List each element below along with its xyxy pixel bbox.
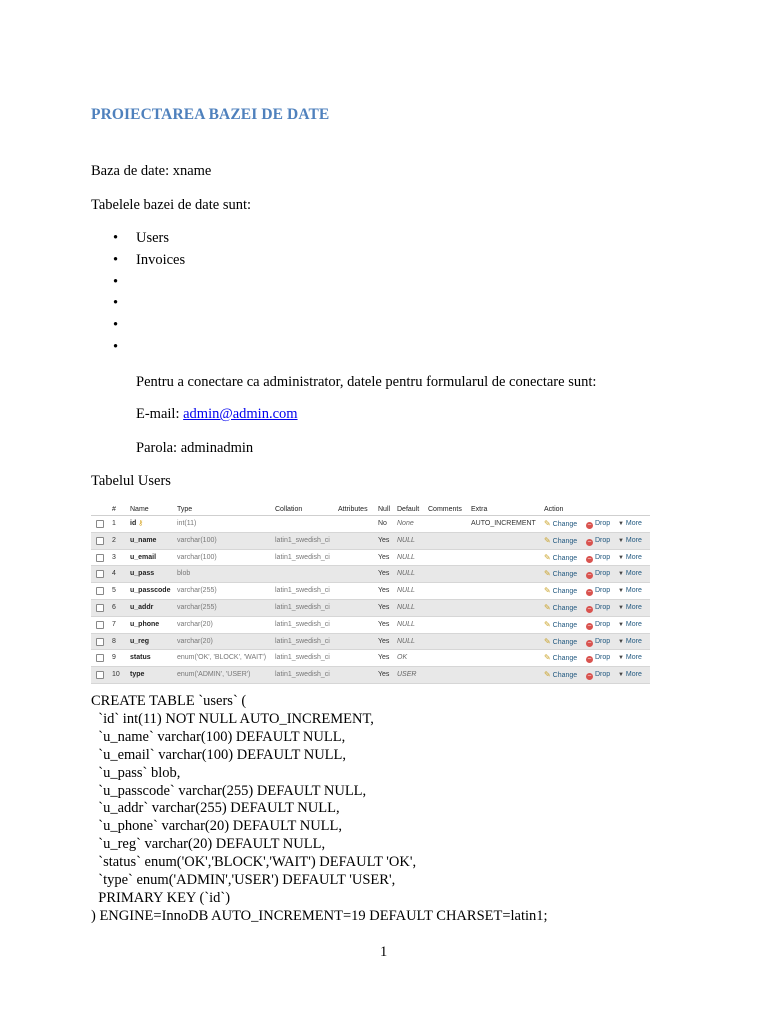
chevron-down-icon: ▼ [618,638,624,645]
row-checkbox[interactable] [96,554,104,562]
bullet-icon: • [113,295,119,312]
column-collation: latin1_swedish_ci [275,553,330,561]
primary-key-icon: ⚷ [136,520,144,527]
pencil-icon: ✎ [544,569,551,579]
column-name: u_addr [130,603,154,611]
more-button[interactable]: ▼ More [618,654,642,662]
column-collation: latin1_swedish_ci [275,654,330,662]
row-checkbox[interactable] [96,621,104,629]
header-default[interactable]: Default [397,506,420,513]
chevron-down-icon: ▼ [618,571,624,578]
drop-icon: – [587,589,592,596]
chevron-down-icon: ▼ [618,604,624,611]
page-number: 1 [380,944,388,960]
drop-icon: – [587,656,592,663]
chevron-down-icon: ▼ [618,554,624,561]
page-title: PROIECTAREA BAZEI DE DATE [91,106,330,123]
column-name: u_pass [130,570,155,578]
database-name-line: Baza de date: xname [91,163,212,179]
more-button[interactable]: ▼ More [618,536,642,544]
sql-create-table [91,693,548,926]
email-label: E-mail: [136,406,180,422]
table-title: Tabelul Users [91,473,171,489]
bullet-icon: • [113,317,119,334]
change-button[interactable]: ✎ Change [544,552,578,562]
pencil-icon: ✎ [544,519,551,528]
column-num: 10 [112,671,120,679]
column-num: 4 [112,570,116,578]
column-null: Yes [378,637,390,645]
change-button[interactable]: ✎ Change [544,670,578,680]
chevron-down-icon: ▼ [618,521,624,527]
drop-icon: – [587,605,592,612]
column-collation: latin1_swedish_ci [275,620,330,628]
pencil-icon: ✎ [544,535,551,545]
header-null[interactable]: Null [378,506,391,513]
more-button[interactable]: ▼ More [618,570,642,578]
table-header-row [91,505,650,516]
column-type: blob [177,570,191,578]
column-collation: latin1_swedish_ci [275,671,330,679]
row-checkbox[interactable] [96,654,104,662]
column-num: 6 [112,603,116,611]
sql-line: `u_email` varchar(100) DEFAULT NULL, [91,746,347,763]
sql-line: CREATE TABLE `users` ( [91,693,247,709]
pencil-icon: ✎ [544,636,551,646]
column-type: int(11) [177,520,197,527]
column-name: u_reg [130,637,150,645]
column-name: id ⚷ [130,520,144,527]
change-button[interactable]: ✎ Change [544,636,578,646]
column-name: u_email [130,553,157,561]
email-link[interactable]: admin@admin.com [183,406,298,422]
drop-icon: – [587,522,592,528]
header-type[interactable]: Type [177,506,193,513]
column-null: Yes [378,536,390,544]
bullet-icon: • [113,338,119,355]
pencil-icon: ✎ [544,653,551,663]
change-button[interactable]: ✎ Change [544,535,578,545]
pencil-icon: ✎ [544,619,551,629]
column-num: 7 [112,620,116,628]
column-default: NULL [397,536,415,544]
column-num: 3 [112,553,116,561]
column-default: NULL [397,603,415,611]
change-button[interactable]: ✎ Change [544,586,578,596]
column-null: Yes [378,553,390,561]
tables-intro: Tabelele bazei de date sunt: [91,197,252,213]
column-type: varchar(20) [177,637,213,645]
column-null: Yes [378,603,390,611]
pencil-icon: ✎ [544,670,551,680]
drop-button[interactable]: – Drop [587,520,611,528]
column-num: 1 [112,520,116,527]
column-name: type [130,671,145,679]
row-checkbox[interactable] [96,520,104,528]
column-type: varchar(100) [177,536,217,544]
column-null: Yes [378,570,390,578]
header-action: Action [544,506,564,513]
column-collation: latin1_swedish_ci [275,587,330,595]
column-default: NULL [397,637,415,645]
column-type: enum('OK', 'BLOCK', 'WAIT') [177,654,267,662]
more-button[interactable]: ▼ More [618,520,642,527]
drop-button[interactable]: – Drop [587,637,611,646]
drop-icon: – [587,538,592,545]
header-comments[interactable]: Comments [428,506,462,513]
change-button[interactable]: ✎ Change [544,602,578,612]
column-num: 5 [112,587,116,595]
table-list [91,230,185,361]
table-row [91,650,650,667]
drop-button[interactable]: – Drop [587,536,611,545]
sql-line: `id` int(11) NOT NULL AUTO_INCREMENT, [91,710,374,727]
column-num: 9 [112,654,116,662]
drop-icon: – [587,555,592,562]
row-checkbox[interactable] [96,604,104,612]
drop-button[interactable]: – Drop [587,570,611,579]
column-type: varchar(255) [177,603,217,611]
change-button[interactable]: ✎ Change [544,519,578,528]
drop-button[interactable]: – Drop [587,654,611,663]
sql-line: `u_phone` varchar(20) DEFAULT NULL, [91,818,343,835]
column-name: u_phone [130,620,160,628]
bullet-icon: • [113,273,119,290]
column-null: Yes [378,654,390,662]
more-button[interactable]: ▼ More [618,587,642,595]
column-num: 8 [112,637,116,645]
header-num: # [112,506,116,513]
pencil-icon: ✎ [544,602,551,612]
password-line: Parola: adminadmin [136,440,254,456]
column-type: enum('ADMIN', 'USER') [177,671,251,679]
column-null: Yes [378,587,390,595]
table-row [91,667,650,684]
column-name: u_passcode [130,587,171,595]
list-item: • Invoices [113,251,186,268]
sql-line: `u_reg` varchar(20) DEFAULT NULL, [91,836,326,853]
sql-line: ) ENGINE=InnoDB AUTO_INCREMENT=19 DEFAULT CHARSET=latin1; [91,907,548,924]
drop-icon: – [587,673,592,680]
more-button[interactable]: ▼ More [618,620,642,628]
column-default: NULL [397,553,415,561]
header-extra[interactable]: Extra [471,506,488,513]
list-item [91,339,185,361]
column-collation: latin1_swedish_ci [275,603,330,611]
row-checkbox[interactable] [96,587,104,595]
table-row [91,533,650,550]
column-default: None [397,520,414,527]
bullet-icon: • [113,230,119,246]
column-null: No [378,520,387,527]
sql-line: PRIMARY KEY (`id`) [91,889,231,906]
sql-line: `status` enum('OK','BLOCK','WAIT') DEFAULT 'OK', [91,854,417,871]
change-button[interactable]: ✎ Change [544,653,578,663]
column-collation: latin1_swedish_ci [275,637,330,645]
sql-line: `u_passcode` varchar(255) DEFAULT NULL, [91,782,367,799]
chevron-down-icon: ▼ [618,672,624,679]
table-row [91,634,650,651]
column-default: OK [397,654,408,662]
email-line [136,406,298,423]
table-row [91,600,650,617]
table-row [91,516,650,533]
more-button[interactable]: ▼ More [618,637,642,645]
column-type: varchar(100) [177,553,217,561]
users-structure-table [91,505,650,684]
column-name: status [130,654,151,662]
header-collation[interactable]: Collation [275,506,303,513]
more-button[interactable]: ▼ More [618,603,642,611]
change-button[interactable]: ✎ Change [544,569,578,579]
row-checkbox[interactable] [96,671,104,679]
pencil-icon: ✎ [544,586,551,596]
table-row [91,550,650,567]
drop-icon: – [587,639,592,646]
row-checkbox[interactable] [96,638,104,646]
header-name[interactable]: Name [130,506,149,513]
list-item: • Users [113,230,170,246]
list-item [91,295,185,317]
drop-button[interactable]: – Drop [587,603,611,612]
column-extra: AUTO_INCREMENT [471,520,536,527]
table-row [91,583,650,600]
chevron-down-icon: ▼ [618,537,624,544]
more-button[interactable]: ▼ More [618,553,642,561]
sql-line: `u_name` varchar(100) DEFAULT NULL, [91,728,346,745]
column-default: NULL [397,620,415,628]
column-name: u_name [130,536,157,544]
admin-intro: Pentru a conectare ca administrator, datele pentru formularul de conectare sunt: [136,374,597,390]
chevron-down-icon: ▼ [618,655,624,662]
bullet-icon: • [113,251,119,268]
column-collation: latin1_swedish_ci [275,536,330,544]
column-null: Yes [378,620,390,628]
column-default: NULL [397,570,415,578]
more-button[interactable]: ▼ More [618,671,642,679]
table-row [91,617,650,634]
column-default: NULL [397,587,415,595]
sql-line: `u_pass` blob, [91,764,181,781]
column-type: varchar(20) [177,620,213,628]
row-checkbox[interactable] [96,570,104,578]
column-null: Yes [378,671,390,679]
pencil-icon: ✎ [544,552,551,562]
drop-button[interactable]: – Drop [587,620,611,629]
row-checkbox[interactable] [96,537,104,545]
list-item [91,274,185,296]
table-row [91,566,650,583]
table-body [91,516,650,684]
drop-icon: – [587,572,592,579]
column-default: USER [397,671,417,679]
change-button[interactable]: ✎ Change [544,619,578,629]
header-attributes[interactable]: Attributes [338,506,368,513]
drop-button[interactable]: – Drop [587,553,611,562]
column-num: 2 [112,536,116,544]
column-type: varchar(255) [177,587,217,595]
sql-line: `type` enum('ADMIN','USER') DEFAULT 'USER', [91,872,396,889]
drop-button[interactable]: – Drop [587,671,611,680]
sql-line: `u_addr` varchar(255) DEFAULT NULL, [91,800,340,817]
chevron-down-icon: ▼ [618,621,624,628]
drop-button[interactable]: – Drop [587,587,611,596]
chevron-down-icon: ▼ [618,588,624,595]
list-item [91,317,185,339]
drop-icon: – [587,622,592,629]
